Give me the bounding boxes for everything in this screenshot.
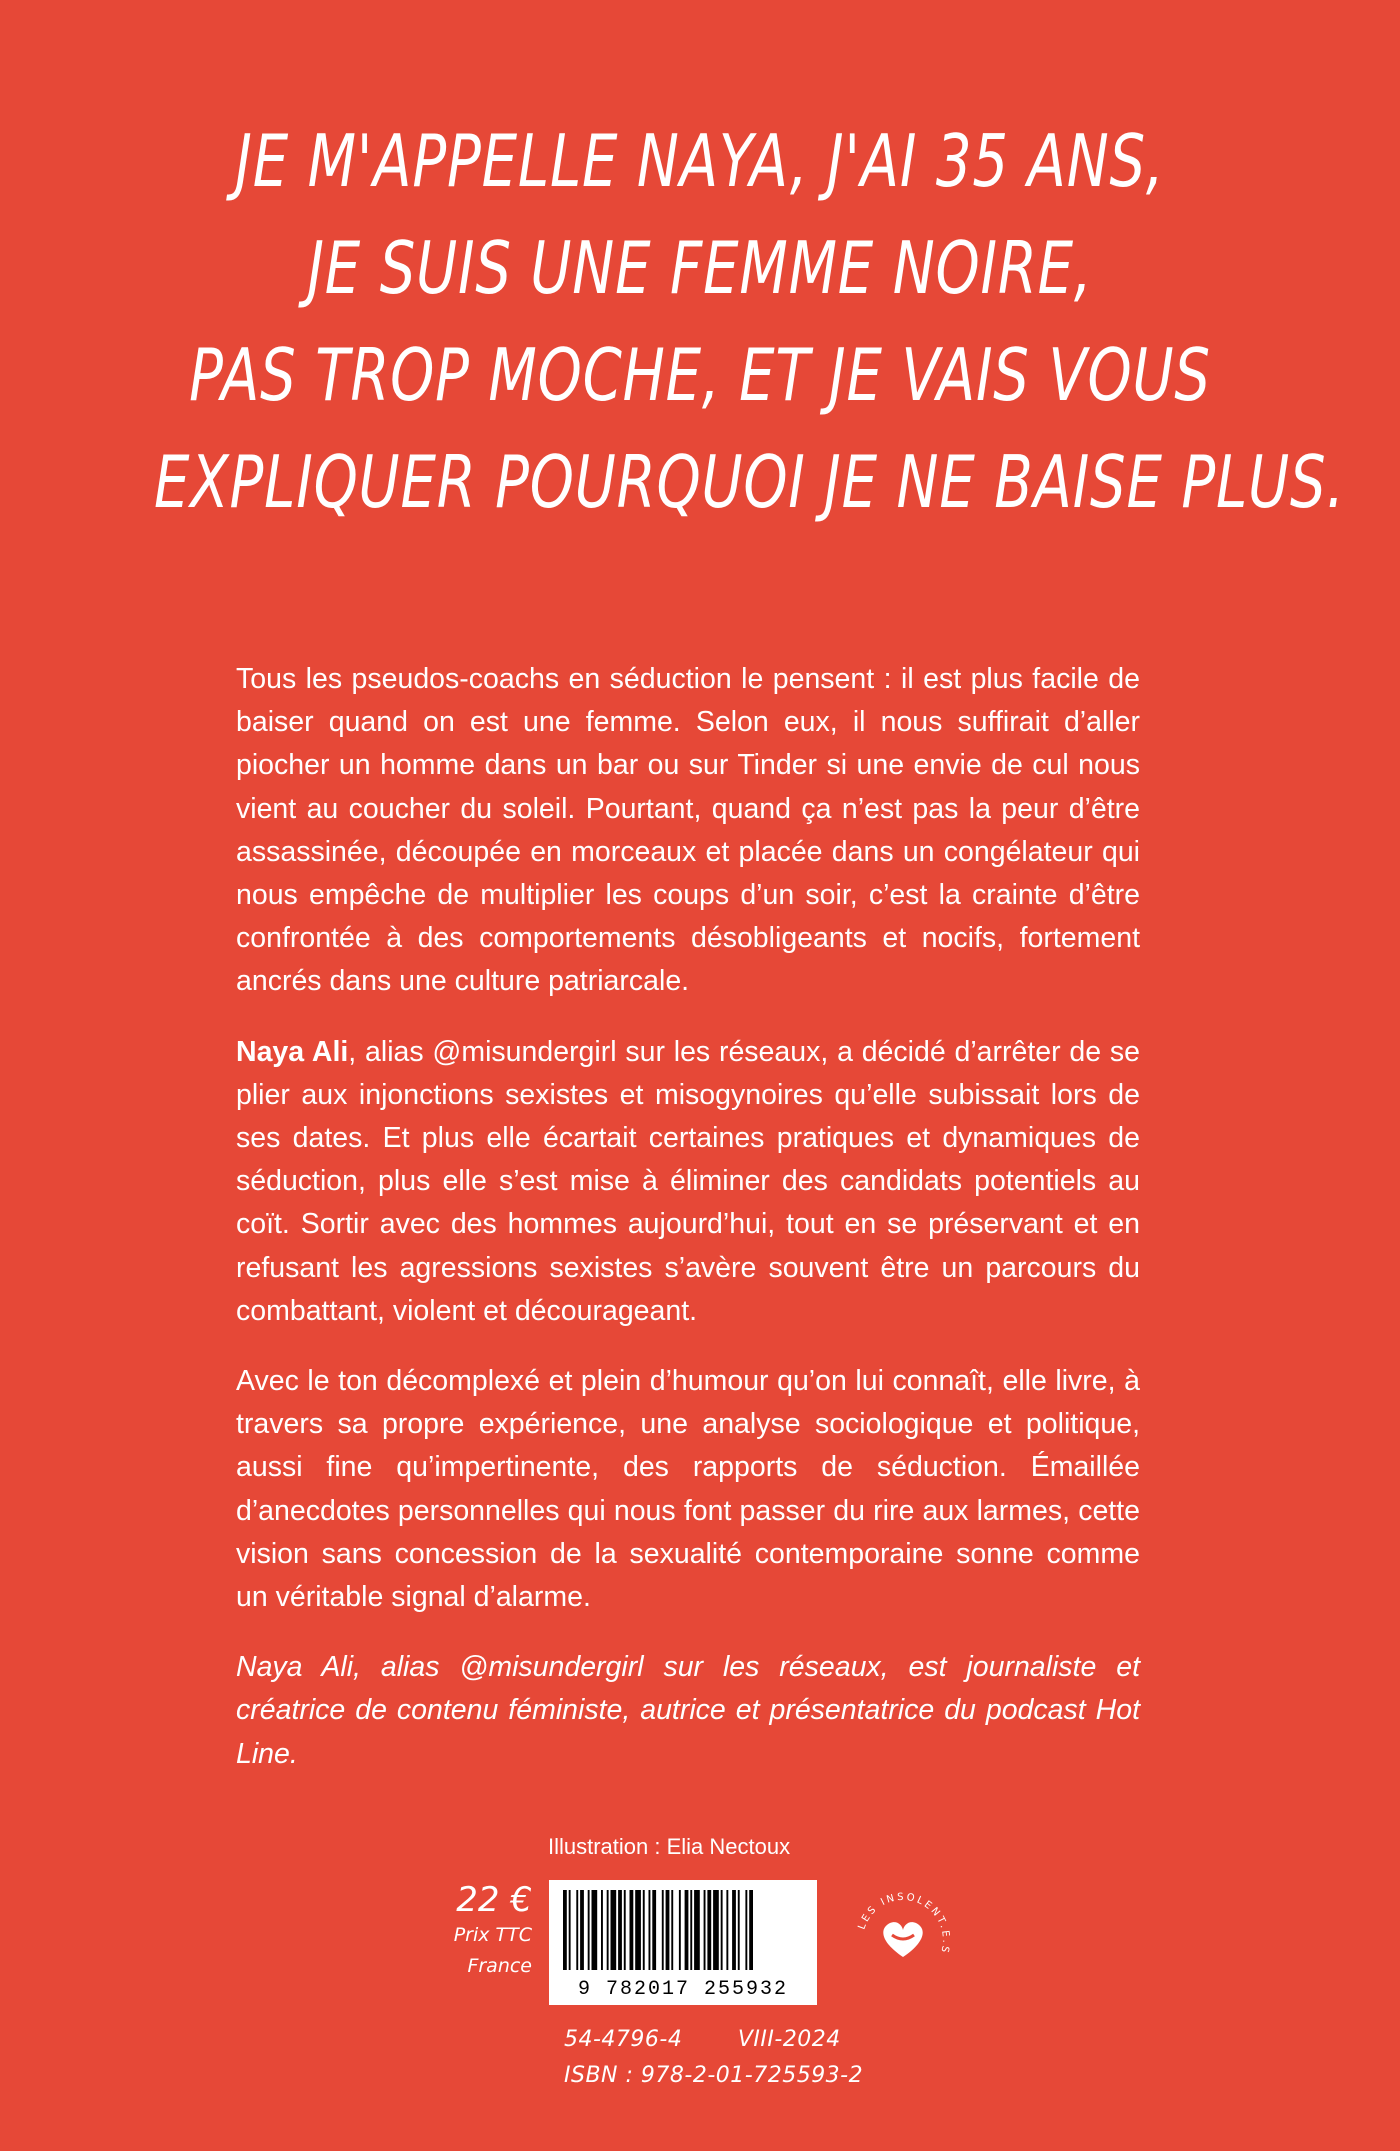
barcode-bar — [666, 1890, 670, 1970]
barcode-bar — [749, 1890, 753, 1970]
barcode-bar — [592, 1890, 598, 1970]
barcode-bar — [732, 1890, 736, 1970]
barcode-bar — [713, 1890, 719, 1970]
barcode-bar — [624, 1890, 626, 1970]
headline-line-1: JE M'APPELLE NAYA, J'AI 35 ANS, — [235, 119, 1165, 203]
barcode — [549, 1880, 817, 2005]
barcode-bar — [643, 1890, 645, 1970]
barcode-bar — [679, 1890, 681, 1970]
blurb-paragraph-2-text: , alias @misundergirl sur les réseaux, a décidé d’arrêter de se plier aux injonctions sexistes et misogynoires qu’elle subissait lors de ses dates. Et plus elle écartait certaines pratiques et dynamiques de séduction, plus elle s’est mise à éliminer des candidats potentiels au coït. Sortir avec des hommes aujourd’hui, tout en se préservant et en refusant les agressions sexistes s’avère souvent être un parcours du combattant, violent et décourageant. — [236, 1035, 1140, 1327]
barcode-bar — [601, 1890, 603, 1970]
barcode-bar — [707, 1890, 711, 1970]
barcode-number: 9 782017 255932 — [577, 1978, 789, 2001]
barcode-bar — [745, 1890, 747, 1970]
publisher-name: LES INSOLENT.E.S — [856, 1891, 952, 1956]
price-country: France — [467, 1955, 532, 1977]
barcode-bar — [618, 1890, 622, 1970]
blurb-paragraph-2 — [236, 1031, 1140, 1333]
barcode-bar — [721, 1890, 723, 1970]
price-block — [430, 1880, 532, 1982]
price-label: Prix TTC — [453, 1924, 532, 1946]
barcode-bar — [580, 1890, 584, 1970]
barcode-bars — [549, 1880, 817, 1975]
barcode-bar — [588, 1890, 590, 1970]
headline-line-3: PAS TROP MOCHE, ET JE VAIS VOUS — [189, 333, 1211, 417]
illustration-credit: Illustration : Elia Nectoux — [548, 1834, 791, 1859]
author-name: Naya Ali — [236, 1035, 349, 1068]
barcode-bar — [738, 1890, 740, 1970]
blurb-paragraph-3: Avec le ton décomplexé et plein d’humour qu’on lui connaît, elle livre, à travers sa propre expérience, une analyse sociologique et politique, aussi fine qu’impertinente, des rapports de séduction. Émaillée d’anecdotes personnelles qui nous font passer du rire aux larmes, cette vision sans concession de la sexualité contemporaine sonne comme un véritable signal d’alarme. — [236, 1365, 1140, 1614]
barcode-bar — [690, 1890, 692, 1970]
barcode-bar — [611, 1890, 617, 1970]
headline-line-4: EXPLIQUER POURQUOI JE NE BAISE PLUS. — [154, 440, 1346, 524]
barcode-bar — [569, 1890, 571, 1970]
product-codes — [564, 2022, 863, 2094]
barcode-bar — [576, 1890, 578, 1970]
barcode-bar — [685, 1890, 689, 1970]
barcode-bar — [630, 1890, 634, 1970]
print-date: VIII-2024 — [737, 2027, 841, 2052]
barcode-bar — [704, 1890, 706, 1970]
blurb — [236, 658, 1140, 1803]
price-amount: 22 € — [456, 1880, 532, 1920]
isbn: ISBN : 978-2-01-725593-2 — [564, 2063, 864, 2088]
barcode-bar — [726, 1890, 728, 1970]
headline — [154, 108, 1346, 536]
barcode-bar — [563, 1890, 567, 1970]
les-insolents-logo — [848, 1885, 958, 1995]
publisher-logo-icon — [848, 1885, 958, 1995]
barcode-bar — [671, 1890, 673, 1970]
barcode-bar — [694, 1890, 700, 1970]
barcode-bar — [635, 1890, 641, 1970]
author-bio: Naya Ali, alias @misundergirl sur les réseaux, est journaliste et créatrice de contenu féministe, autrice et présentatrice du podcast Hot Line. — [236, 1651, 1140, 1770]
barcode-bar — [652, 1890, 656, 1970]
barcode-bar — [607, 1890, 609, 1970]
barcode-bar — [662, 1890, 664, 1970]
headline-line-2: JE SUIS UNE FEMME NOIRE, — [307, 226, 1093, 310]
blurb-paragraph-1: Tous les pseudos-coachs en séduction le pensent : il est plus facile de baiser quand on est une femme. Selon eux, il nous suffirait d’aller piocher un homme dans un bar ou sur Tinder si une envie de cul nous vient au coucher du soleil. Pourtant, quand ça n’est pas la peur d’être assassinée, découpée en morceaux et placée dans un congélateur qui nous empêche de multiplier les coups d’un soir, c’est la crainte d’être confrontée à des comportements désobligeants et nocifs, fortement ancrés dans une culture patriarcale. — [236, 663, 1140, 998]
reference-code: 54-4796-4 — [564, 2027, 683, 2052]
barcode-bar — [649, 1890, 651, 1970]
